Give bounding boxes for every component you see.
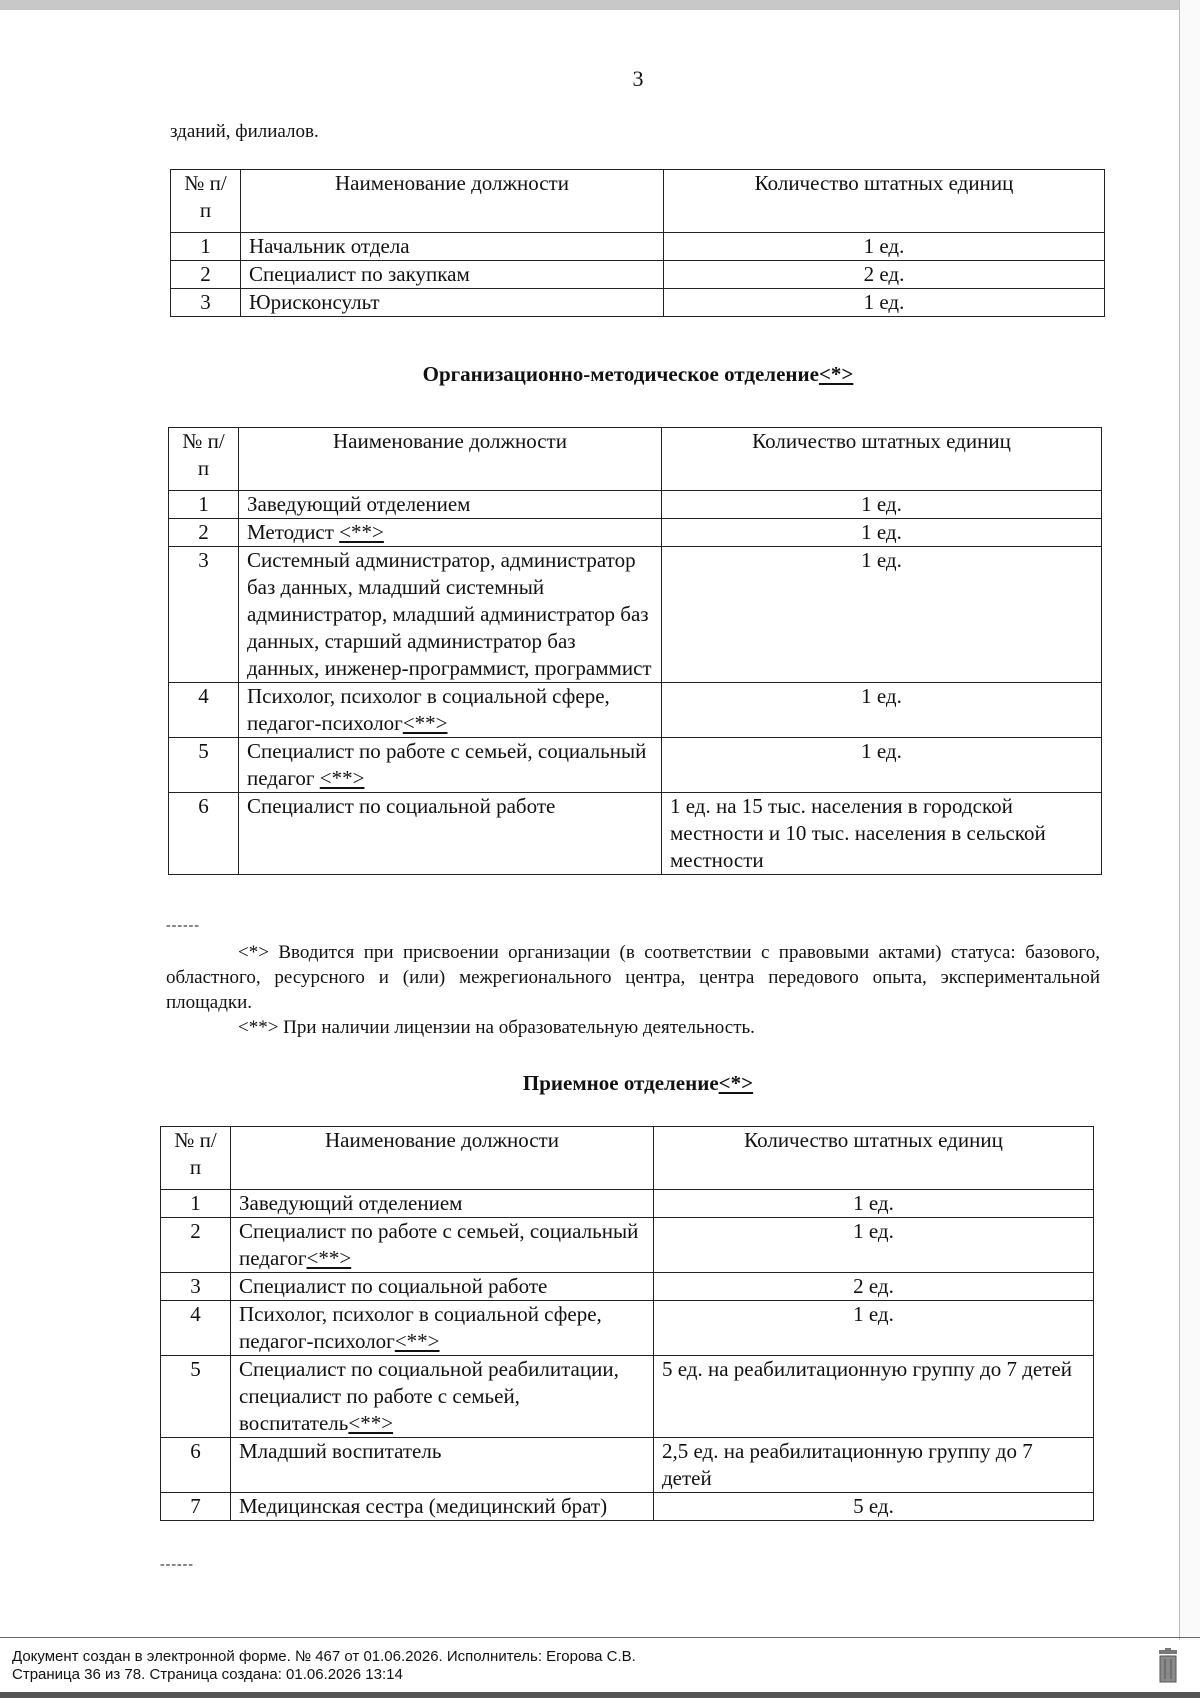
- row-num: 1: [169, 491, 239, 519]
- staff-table-methodical: [168, 427, 1102, 875]
- row-qty: 1 ед. на 15 тыс. населения в городской местности и 10 тыс. населения в сельской местности: [662, 793, 1102, 875]
- table-row: [169, 519, 1102, 547]
- row-qty: 5 ед.: [654, 1493, 1094, 1521]
- row-name: [239, 683, 662, 738]
- row-qty: 1 ед.: [654, 1218, 1094, 1273]
- footnote-separator: ------: [166, 918, 200, 933]
- header-num: № п/п: [171, 170, 241, 233]
- table-row: [169, 547, 1102, 683]
- section-title-text: Организационно-методическое отделение: [422, 362, 819, 386]
- table-row: [161, 1301, 1094, 1356]
- row-name: [231, 1493, 654, 1521]
- table-row: [169, 683, 1102, 738]
- row-num: 6: [169, 793, 239, 875]
- table-row: [161, 1438, 1094, 1493]
- row-num: 7: [161, 1493, 231, 1521]
- document-footer: [12, 1648, 636, 1684]
- row-num: 1: [161, 1190, 231, 1218]
- footnote-link[interactable]: <**>: [339, 520, 384, 544]
- table-row: [171, 289, 1105, 317]
- row-name: Специалист по закупкам: [241, 261, 664, 289]
- table-header-row: [169, 428, 1102, 491]
- scan-top-border: [0, 0, 1200, 10]
- row-name: Юрисконсульт: [241, 289, 664, 317]
- lead-text: зданий, филиалов.: [170, 121, 319, 142]
- scan-right-edge: [1179, 0, 1200, 1640]
- row-name-text: Заведующий отделением: [247, 492, 471, 516]
- row-num: 2: [171, 261, 241, 289]
- row-name: [231, 1301, 654, 1356]
- row-num: 3: [171, 289, 241, 317]
- header-num: № п/п: [161, 1127, 231, 1190]
- table-row: [161, 1356, 1094, 1438]
- row-qty: 2 ед.: [664, 261, 1105, 289]
- row-name: [239, 547, 662, 683]
- row-num: 2: [169, 519, 239, 547]
- footnotes: [166, 940, 1100, 1040]
- section-title-methodical: [0, 362, 1200, 387]
- staff-table-reception: [160, 1126, 1094, 1521]
- row-qty: 1 ед.: [662, 547, 1102, 683]
- row-qty: 5 ед. на реабилитационную группу до 7 детей: [654, 1356, 1094, 1438]
- table-header-row: [161, 1127, 1094, 1190]
- row-num: 5: [161, 1356, 231, 1438]
- header-name: Наименование должности: [239, 428, 662, 491]
- row-name: Начальник отдела: [241, 233, 664, 261]
- table-row: [161, 1273, 1094, 1301]
- footnote-1: <*> Вводится при присвоении организации (в соответствии с правовыми актами) статуса: базового, областного, ресурсного и (или) межрегионального центра, центра передового опыта, экспериментальной площадки.: [166, 942, 1100, 1013]
- row-name-text: Медицинская сестра (медицинский брат): [239, 1494, 608, 1518]
- row-qty: 1 ед.: [654, 1301, 1094, 1356]
- row-num: 4: [169, 683, 239, 738]
- row-name-text: Специалист по социальной реабилитации, специалист по работе с семьей, воспитатель: [239, 1357, 619, 1435]
- header-qty: Количество штатных единиц: [664, 170, 1105, 233]
- row-num: 3: [169, 547, 239, 683]
- footnote-link[interactable]: <**>: [394, 1329, 440, 1353]
- section-title-text: Приемное отделение: [522, 1071, 719, 1095]
- table-row: [169, 491, 1102, 519]
- row-name: [239, 738, 662, 793]
- row-name-text: Методист: [247, 520, 340, 544]
- header-qty: Количество штатных единиц: [662, 428, 1102, 491]
- footnote-link[interactable]: <**>: [402, 711, 448, 735]
- row-name: [231, 1438, 654, 1493]
- footnote-link[interactable]: <**>: [319, 766, 365, 790]
- table-row: [161, 1493, 1094, 1521]
- row-name-text: Психолог, психолог в социальной сфере, педагог-психолог: [239, 1302, 602, 1353]
- trash-icon[interactable]: [1156, 1648, 1180, 1684]
- table-row: [171, 261, 1105, 289]
- row-qty: 1 ед.: [662, 519, 1102, 547]
- header-qty: Количество штатных единиц: [654, 1127, 1094, 1190]
- row-name-text: Системный администратор, администратор баз данных, младший системный администратор, младший администратор баз данных, старший администратор баз данных, инженер-программист, программист: [247, 548, 652, 680]
- footnote-link[interactable]: <*>: [818, 362, 854, 386]
- row-name-text: Младший воспитатель: [239, 1439, 442, 1463]
- footer-line-1: Документ создан в электронной форме. № 467 от 01.06.2026. Исполнитель: Егорова С.В.: [12, 1648, 636, 1665]
- row-name-text: Заведующий отделением: [239, 1191, 463, 1215]
- staff-table-1: [170, 169, 1105, 317]
- page-number: 3: [632, 66, 644, 91]
- header-name: Наименование должности: [231, 1127, 654, 1190]
- scan-bottom-border: [0, 1692, 1200, 1698]
- row-name-text: Специалист по социальной работе: [247, 794, 556, 818]
- row-name: [231, 1190, 654, 1218]
- row-qty: 1 ед.: [654, 1190, 1094, 1218]
- footer-line-2: Страница 36 из 78. Страница создана: 01.06.2026 13:14: [12, 1666, 403, 1683]
- table-row: [169, 738, 1102, 793]
- table-row: [171, 233, 1105, 261]
- row-num: 1: [171, 233, 241, 261]
- row-name-text: Специалист по социальной работе: [239, 1274, 548, 1298]
- row-num: 4: [161, 1301, 231, 1356]
- row-num: 6: [161, 1438, 231, 1493]
- footnote-2: <**> При наличии лицензии на образовательную деятельность.: [238, 1017, 755, 1038]
- table-row: [161, 1190, 1094, 1218]
- row-num: 2: [161, 1218, 231, 1273]
- row-num: 5: [169, 738, 239, 793]
- header-num: № п/п: [169, 428, 239, 491]
- header-name: Наименование должности: [241, 170, 664, 233]
- footnote-link[interactable]: <*>: [718, 1071, 754, 1095]
- row-qty: 1 ед.: [664, 289, 1105, 317]
- footer-divider: [0, 1637, 1200, 1638]
- row-name: [231, 1273, 654, 1301]
- section-title-reception: [0, 1071, 1200, 1096]
- table-row: [161, 1218, 1094, 1273]
- row-name-text: Специалист по работе с семьей, социальный педагог: [247, 739, 647, 790]
- row-name-text: Специалист по работе с семьей, социальный педагог: [239, 1219, 639, 1270]
- row-name-text: Психолог, психолог в социальной сфере, педагог-психолог: [247, 684, 610, 735]
- row-qty: 2 ед.: [654, 1273, 1094, 1301]
- table-end-separator: ------: [160, 1557, 194, 1572]
- row-name: [239, 491, 662, 519]
- row-qty: 1 ед.: [662, 491, 1102, 519]
- row-name: [231, 1356, 654, 1438]
- footnote-link[interactable]: <**>: [348, 1411, 394, 1435]
- row-qty: 1 ед.: [662, 738, 1102, 793]
- table-row: [169, 793, 1102, 875]
- row-qty: 1 ед.: [664, 233, 1105, 261]
- row-name: [239, 519, 662, 547]
- table-header-row: [171, 170, 1105, 233]
- row-name: [239, 793, 662, 875]
- row-qty: 1 ед.: [662, 683, 1102, 738]
- row-num: 3: [161, 1273, 231, 1301]
- footnote-link[interactable]: <**>: [306, 1246, 352, 1270]
- row-name: [231, 1218, 654, 1273]
- row-qty: 2,5 ед. на реабилитационную группу до 7 детей: [654, 1438, 1094, 1493]
